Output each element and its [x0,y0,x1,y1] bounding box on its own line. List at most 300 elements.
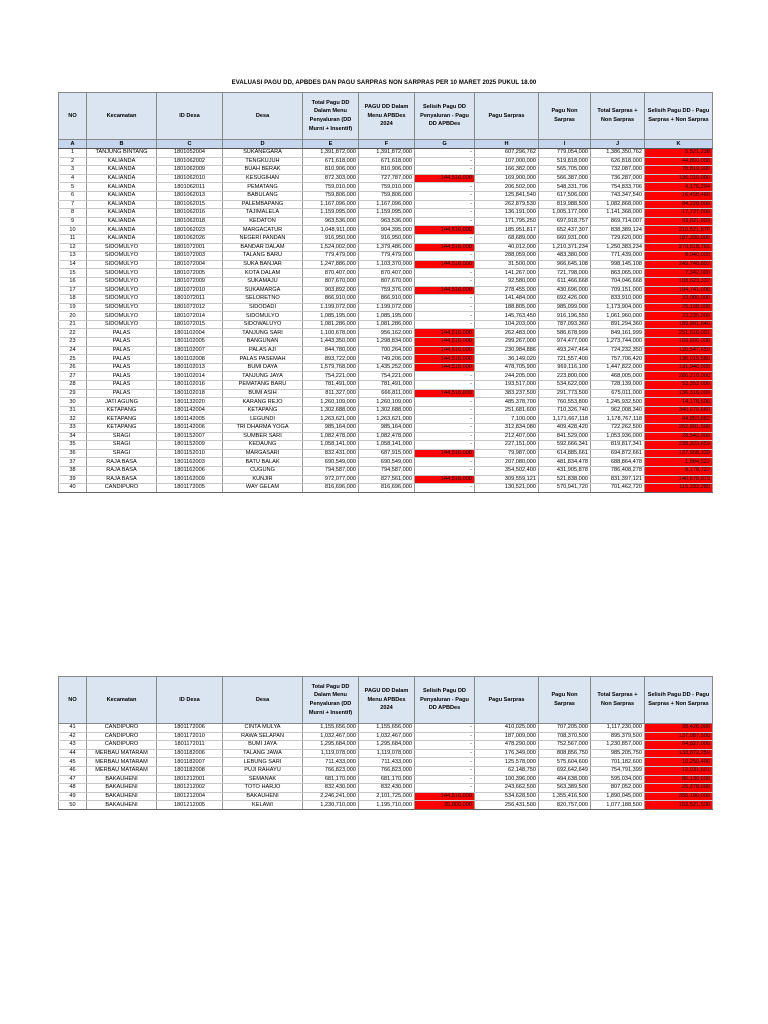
cell-pagu-non-sarpras: 586,678,999 [539,329,591,338]
cell-id-desa: 1801102016 [157,381,223,390]
cell-id-desa: 1801072014 [157,312,223,321]
cell-total-sarpras: 869,714,007 [591,217,645,226]
cell-pagu-dd-apbdes: 1,302,688,000 [359,406,415,415]
cell-total-pagu-dd: 1,295,684,000 [303,741,359,750]
cell-pagu-dd-apbdes: 870,407,000 [359,269,415,278]
cell-id-desa: 1801142004 [157,406,223,415]
cell-total-pagu-dd: 2,246,241,000 [303,792,359,801]
cell-pagu-non-sarpras: 1,210,371,234 [539,243,591,252]
cell-pagu-sarpras: 176,349,000 [475,749,539,758]
cell-id-desa: 1801172011 [157,741,223,750]
cell-no: 33 [59,424,87,433]
cell-no: 14 [59,260,87,269]
cell-pagu-sarpras: 227,151,000 [475,441,539,450]
cell-selisih-pagu-sarpras: 137,558,339 [645,449,713,458]
cell-total-sarpras: 1,890,045,000 [591,792,645,801]
cell-selisih-pagu-dd: - [415,415,475,424]
cell-total-sarpras: 786,408,278 [591,466,645,475]
cell-no: 34 [59,432,87,441]
cell-total-sarpras: 704,046,668 [591,277,645,286]
table-row [59,183,713,192]
cell-total-sarpras: 833,910,000 [591,295,645,304]
cell-desa: CINTA MULYA [223,724,303,733]
cell-selisih-pagu-sarpras: 194,741,000 [645,286,713,295]
cell-total-sarpras: 1,273,744,000 [591,338,645,347]
table-row [59,174,713,183]
cell-id-desa: 1801162009 [157,475,223,484]
cell-pagu-dd-apbdes: 687,915,000 [359,449,415,458]
cell-pagu-sarpras: 299,267,000 [475,338,539,347]
cell-no: 9 [59,217,87,226]
cell-kecamatan: PALAS [87,389,157,398]
cell-desa: TANJUNG SARI [223,329,303,338]
cell-pagu-sarpras: 145,763,450 [475,312,539,321]
cell-total-sarpras: 819,817,341 [591,441,645,450]
table-row [59,484,713,493]
cell-total-pagu-dd: 870,407,000 [303,269,359,278]
cell-total-sarpras: 1,250,383,234 [591,243,645,252]
cell-pagu-sarpras: 534,628,500 [475,792,539,801]
table-row [59,295,713,304]
cell-no: 35 [59,441,87,450]
cell-total-sarpras: 688,864,478 [591,458,645,467]
cell-pagu-sarpras: 40,012,000 [475,243,539,252]
cell-total-sarpras: 701,462,720 [591,484,645,493]
cell-pagu-dd-apbdes: 759,010,000 [359,183,415,192]
cell-kecamatan: KETAPANG [87,415,157,424]
cell-id-desa: 1801062018 [157,217,223,226]
cell-desa: KEDATON [223,217,303,226]
table-row [59,312,713,321]
cell-selisih-pagu-sarpras: 136,316,000 [645,389,713,398]
cell-pagu-non-sarpras: 1,171,667,118 [539,415,591,424]
cell-total-pagu-dd: 1,247,886,000 [303,260,359,269]
cell-pagu-dd-apbdes: 711,433,000 [359,758,415,767]
cell-id-desa: 1801062011 [157,183,223,192]
cell-pagu-dd-apbdes: 1,081,286,000 [359,320,415,329]
cell-pagu-sarpras: 309,559,121 [475,475,539,484]
cell-pagu-sarpras: 169,900,000 [475,174,539,183]
cell-pagu-dd-apbdes: 1,058,141,000 [359,441,415,450]
cell-total-sarpras: 694,872,661 [591,449,645,458]
cell-pagu-non-sarpras: 223,800,000 [539,372,591,381]
cell-pagu-dd-apbdes: 1,119,078,000 [359,749,415,758]
table-row [59,209,713,218]
cell-no: 7 [59,200,87,209]
cell-kecamatan: BAKAUHENI [87,801,157,810]
cell-pagu-dd-apbdes: 779,479,000 [359,252,415,261]
cell-total-sarpras: 838,389,124 [591,226,645,235]
cell-pagu-dd-apbdes: 681,170,000 [359,775,415,784]
cell-selisih-pagu-dd: - [415,381,475,390]
cell-id-desa: 1801102008 [157,355,223,364]
table-header-row [59,93,713,140]
cell-selisih-pagu-dd: - [415,424,475,433]
cell-pagu-dd-apbdes: 1,295,684,000 [359,741,415,750]
cell-pagu-sarpras: 212,407,000 [475,432,539,441]
cell-pagu-non-sarpras: 985,099,000 [539,303,591,312]
cell-total-sarpras: 468,005,000 [591,372,645,381]
cell-total-pagu-dd: 816,696,000 [303,484,359,493]
cell-id-desa: 1801072009 [157,277,223,286]
cell-desa: PALEMBAPANG [223,200,303,209]
cell-kecamatan: RAJA BASA [87,458,157,467]
cell-total-sarpras: 771,439,000 [591,252,645,261]
cell-desa: PEMATANG BARU [223,381,303,390]
cell-selisih-pagu-sarpras: 140,679,879 [645,475,713,484]
cell-selisih-pagu-dd: 144,516,000 [415,174,475,183]
cell-selisih-pagu-dd: - [415,741,475,750]
table-body [59,149,713,493]
cell-selisih-pagu-dd: - [415,372,475,381]
cell-pagu-dd-apbdes: 916,950,000 [359,234,415,243]
cell-pagu-non-sarpras: 819,988,500 [539,200,591,209]
cell-no: 18 [59,295,87,304]
table-row [59,381,713,390]
cell-pagu-non-sarpras: 570,941,720 [539,484,591,493]
cell-pagu-dd-apbdes: 690,549,000 [359,458,415,467]
cell-pagu-sarpras: 92,580,000 [475,277,539,286]
cell-pagu-sarpras: 288,059,000 [475,252,539,261]
cell-pagu-non-sarpras: 483,380,000 [539,252,591,261]
cell-pagu-sarpras: 193,517,000 [475,381,539,390]
cell-pagu-dd-apbdes: 832,430,000 [359,784,415,793]
cell-pagu-non-sarpras: 974,477,000 [539,338,591,347]
cell-selisih-pagu-dd: - [415,149,475,158]
cell-selisih-pagu-dd: - [415,432,475,441]
cell-no: 43 [59,741,87,750]
cell-no: 4 [59,174,87,183]
cell-selisih-pagu-sarpras: 14,176,500 [645,398,713,407]
table-row [59,766,713,775]
cell-kecamatan: KALIANDA [87,209,157,218]
cell-selisih-pagu-sarpras: 137,087,500 [645,732,713,741]
cell-pagu-dd-apbdes: 727,787,000 [359,174,415,183]
cell-pagu-dd-apbdes: 1,199,072,000 [359,303,415,312]
cell-selisih-pagu-sarpras: 12,031,601 [645,766,713,775]
column-letter-desa: D [223,140,303,149]
column-header-pagu-non-sarpras: Pagu Non Sarpras [539,93,591,140]
cell-id-desa: 1801102018 [157,389,223,398]
cell-kecamatan: PALAS [87,355,157,364]
cell-desa: KUNJIR [223,475,303,484]
cell-kecamatan: SIDOMULYO [87,303,157,312]
cell-selisih-pagu-dd: 35,000,000 [415,801,475,810]
cell-no: 46 [59,766,87,775]
table-row [59,200,713,209]
cell-total-sarpras: 1,178,767,118 [591,415,645,424]
cell-id-desa: 1801152009 [157,441,223,450]
cell-kecamatan: CANDIPURO [87,484,157,493]
cell-selisih-pagu-sarpras: 25,378,000 [645,784,713,793]
table-row [59,792,713,801]
cell-id-desa: 1801102005 [157,338,223,347]
cell-no: 12 [59,243,87,252]
cell-selisih-pagu-dd: - [415,766,475,775]
table-row [59,338,713,347]
cell-pagu-dd-apbdes: 904,395,000 [359,226,415,235]
cell-kecamatan: SIDOMULYO [87,312,157,321]
cell-no: 45 [59,758,87,767]
cell-pagu-sarpras: 31,500,000 [475,260,539,269]
cell-selisih-pagu-sarpras: 7,342,000 [645,269,713,278]
column-header-id-desa: ID Desa [157,677,223,724]
table-row [59,269,713,278]
cell-pagu-dd-apbdes: 1,195,710,000 [359,801,415,810]
cell-kecamatan: SRAGI [87,432,157,441]
cell-pagu-dd-apbdes: 1,082,478,000 [359,432,415,441]
table-row [59,226,713,235]
cell-pagu-sarpras: 130,521,000 [475,484,539,493]
column-header-selisih-pagu-dd: Selisih Pagu DD Penyaluran - Pagu DD APBDes [415,677,475,724]
cell-selisih-pagu-sarpras: 33,000,000 [645,295,713,304]
cell-kecamatan: PALAS [87,346,157,355]
cell-total-pagu-dd: 711,433,000 [303,758,359,767]
cell-pagu-sarpras: 125,578,000 [475,758,539,767]
cell-kecamatan: KALIANDA [87,234,157,243]
cell-selisih-pagu-dd: 144,516,000 [415,792,475,801]
cell-desa: BUAH BERAK [223,166,303,175]
cell-desa: PALAS AJI [223,346,303,355]
cell-selisih-pagu-sarpras: 10,250,400 [645,758,713,767]
cell-no: 17 [59,286,87,295]
table-row [59,363,713,372]
cell-id-desa: 1801052004 [157,149,223,158]
cell-selisih-pagu-sarpras: 286,216,000 [645,372,713,381]
cell-id-desa: 1801072010 [157,286,223,295]
cell-pagu-non-sarpras: 493,247,464 [539,346,591,355]
cell-pagu-dd-apbdes: 749,206,000 [359,355,415,364]
cell-pagu-sarpras: 312,834,080 [475,424,539,433]
table-body [59,724,713,810]
column-letter-row [59,140,713,149]
cell-total-pagu-dd: 811,327,000 [303,389,359,398]
column-header-desa: Desa [223,677,303,724]
cell-selisih-pagu-dd: - [415,183,475,192]
cell-no: 2 [59,157,87,166]
table-row [59,758,713,767]
cell-selisih-pagu-sarpras: 210,521,876 [645,226,713,235]
column-header-kecamatan: Kecamatan [87,93,157,140]
cell-selisih-pagu-sarpras: 103,623,332 [645,277,713,286]
cell-total-pagu-dd: 1,167,096,000 [303,200,359,209]
column-header-no: NO [59,677,87,724]
cell-selisih-pagu-dd: - [415,398,475,407]
cell-selisih-pagu-sarpras: 238,323,659 [645,441,713,450]
cell-total-sarpras: 863,065,000 [591,269,645,278]
cell-pagu-dd-apbdes: 2,101,725,000 [359,792,415,801]
table-row [59,372,713,381]
cell-selisih-pagu-sarpras: 120,547,650 [645,346,713,355]
table-row [59,166,713,175]
cell-kecamatan: KALIANDA [87,217,157,226]
cell-selisih-pagu-sarpras: 16,458,460 [645,191,713,200]
cell-selisih-pagu-sarpras: 4,176,294 [645,183,713,192]
cell-no: 42 [59,732,87,741]
cell-pagu-sarpras: 206,502,000 [475,183,539,192]
cell-desa: RAWA SELAPAN [223,732,303,741]
cell-selisih-pagu-sarpras: 8,178,722 [645,466,713,475]
cell-selisih-pagu-sarpras: 84,228,000 [645,200,713,209]
cell-pagu-non-sarpras: 787,093,360 [539,320,591,329]
cell-no: 30 [59,398,87,407]
cell-total-pagu-dd: 903,892,000 [303,286,359,295]
table-row [59,252,713,261]
cell-kecamatan: MERBAU MATARAM [87,749,157,758]
column-header-total-sarpras: Total Sarpras + Non Sarpras [591,93,645,140]
cell-total-pagu-dd: 1,155,656,000 [303,724,359,733]
cell-pagu-non-sarpras: 841,529,000 [539,432,591,441]
cell-pagu-sarpras: 185,951,817 [475,226,539,235]
table-row [59,277,713,286]
cell-pagu-sarpras: 36,149,020 [475,355,539,364]
cell-pagu-dd-apbdes: 807,670,000 [359,277,415,286]
cell-kecamatan: PALAS [87,329,157,338]
column-header-id-desa: ID Desa [157,93,223,140]
cell-pagu-dd-apbdes: 985,164,000 [359,424,415,433]
cell-selisih-pagu-dd: 144,516,000 [415,226,475,235]
cell-pagu-dd-apbdes: 1,103,370,000 [359,260,415,269]
cell-pagu-sarpras: 230,984,886 [475,346,539,355]
column-header-selisih-pagu-dd: Selisih Pagu DD Penyaluran - Pagu DD APBDes [415,93,475,140]
table-row [59,355,713,364]
cell-selisih-pagu-sarpras: 86,136,000 [645,775,713,784]
column-header-total-pagu-dd: Total Pagu DD Dalam Menu Penyaluran (DD Murni + Insentif) [303,677,359,724]
cell-pagu-non-sarpras: 611,466,668 [539,277,591,286]
cell-selisih-pagu-dd: 144,516,000 [415,338,475,347]
cell-selisih-pagu-sarpras: 153,521,500 [645,801,713,810]
cell-pagu-non-sarpras: 660,931,000 [539,234,591,243]
cell-total-sarpras: 626,818,000 [591,157,645,166]
cell-total-pagu-dd: 963,536,000 [303,217,359,226]
cell-kecamatan: KALIANDA [87,200,157,209]
cell-total-pagu-dd: 1,159,095,000 [303,209,359,218]
cell-pagu-sarpras: 141,267,000 [475,269,539,278]
cell-id-desa: 1801172010 [157,732,223,741]
cell-total-pagu-dd: 972,077,000 [303,475,359,484]
cell-no: 37 [59,458,87,467]
cell-selisih-pagu-dd: - [415,775,475,784]
cell-id-desa: 1801072004 [157,260,223,269]
column-letter-selisih-pagu-dd: G [415,140,475,149]
cell-desa: BUMI ASIH [223,389,303,398]
cell-id-desa: 1801212005 [157,801,223,810]
cell-desa: KOTA DALAM [223,269,303,278]
cell-total-sarpras: 998,145,108 [591,260,645,269]
cell-total-sarpras: 732,087,000 [591,166,645,175]
cell-selisih-pagu-dd: - [415,191,475,200]
cell-desa: TRI DHARMA YOGA [223,424,303,433]
cell-total-sarpras: 895,379,500 [591,732,645,741]
cell-total-sarpras: 728,139,000 [591,381,645,390]
column-header-total-sarpras: Total Sarpras + Non Sarpras [591,677,645,724]
cell-pagu-sarpras: 171,795,250 [475,217,539,226]
cell-total-pagu-dd: 832,430,000 [303,784,359,793]
cell-selisih-pagu-sarpras: 136,015,580 [645,355,713,364]
cell-total-pagu-dd: 1,119,078,000 [303,749,359,758]
table-row [59,441,713,450]
cell-no: 1 [59,149,87,158]
table-row [59,775,713,784]
cell-pagu-sarpras: 166,382,000 [475,166,539,175]
cell-total-sarpras: 1,053,936,000 [591,432,645,441]
cell-kecamatan: KALIANDA [87,174,157,183]
cell-total-pagu-dd: 779,479,000 [303,252,359,261]
cell-total-pagu-dd: 1,199,072,000 [303,303,359,312]
cell-kecamatan: SIDOMULYO [87,243,157,252]
cell-pagu-dd-apbdes: 816,696,000 [359,484,415,493]
cell-pagu-sarpras: 262,483,000 [475,329,539,338]
cell-no: 24 [59,346,87,355]
cell-selisih-pagu-dd: - [415,484,475,493]
column-letter-no: A [59,140,87,149]
cell-desa: TAJIMALELA [223,209,303,218]
cell-desa: SUKANEGARA [223,149,303,158]
cell-total-sarpras: 807,052,000 [591,784,645,793]
table-row [59,458,713,467]
cell-kecamatan: KETAPANG [87,424,157,433]
cell-kecamatan: SIDOMULYO [87,269,157,278]
cell-total-sarpras: 849,161,999 [591,329,645,338]
cell-id-desa: 1801062002 [157,157,223,166]
cell-kecamatan: SIDOMULYO [87,260,157,269]
cell-pagu-non-sarpras: 820,757,000 [539,801,591,810]
cell-no: 16 [59,277,87,286]
cell-id-desa: 1801062023 [157,226,223,235]
cell-total-pagu-dd: 807,670,000 [303,277,359,286]
cell-desa: BABULANG [223,191,303,200]
column-header-total-pagu-dd: Total Pagu DD Dalam Menu Penyaluran (DD Murni + Insentif) [303,93,359,140]
cell-selisih-pagu-dd: - [415,217,475,226]
cell-selisih-pagu-dd: - [415,312,475,321]
cell-pagu-dd-apbdes: 810,906,000 [359,166,415,175]
cell-selisih-pagu-dd: 144,516,000 [415,363,475,372]
cell-selisih-pagu-sarpras: 23,235,000 [645,312,713,321]
cell-id-desa: 1801062026 [157,234,223,243]
cell-selisih-pagu-sarpras: 64,827,000 [645,741,713,750]
cell-kecamatan: SRAGI [87,449,157,458]
cell-total-sarpras: 736,287,000 [591,174,645,183]
cell-total-sarpras: 1,141,368,000 [591,209,645,218]
cell-desa: KETAPANG [223,406,303,415]
cell-desa: TOTO HARJO [223,784,303,793]
cell-desa: KELAWI [223,801,303,810]
cell-total-sarpras: 1,386,350,762 [591,149,645,158]
cell-pagu-sarpras: 136,191,000 [475,209,539,218]
evaluation-table-part-2 [58,676,713,810]
cell-pagu-non-sarpras: 617,506,000 [539,191,591,200]
cell-total-pagu-dd: 759,806,000 [303,191,359,200]
cell-kecamatan: SIDOMULYO [87,320,157,329]
cell-pagu-non-sarpras: 760,553,800 [539,398,591,407]
cell-id-desa: 1801062013 [157,191,223,200]
cell-pagu-non-sarpras: 548,331,706 [539,183,591,192]
cell-pagu-dd-apbdes: 754,221,000 [359,372,415,381]
cell-kecamatan: BAKAUHENI [87,792,157,801]
cell-kecamatan: RAJA BASA [87,466,157,475]
cell-total-pagu-dd: 1,524,002,000 [303,243,359,252]
cell-desa: SUMBER SARI [223,432,303,441]
cell-id-desa: 1801102014 [157,372,223,381]
cell-no: 40 [59,484,87,493]
cell-id-desa: 1801212004 [157,792,223,801]
cell-selisih-pagu-dd: - [415,724,475,733]
cell-kecamatan: KALIANDA [87,226,157,235]
cell-total-sarpras: 724,232,350 [591,346,645,355]
cell-id-desa: 1801182006 [157,749,223,758]
table-row [59,260,713,269]
cell-pagu-non-sarpras: 1,005,177,000 [539,209,591,218]
